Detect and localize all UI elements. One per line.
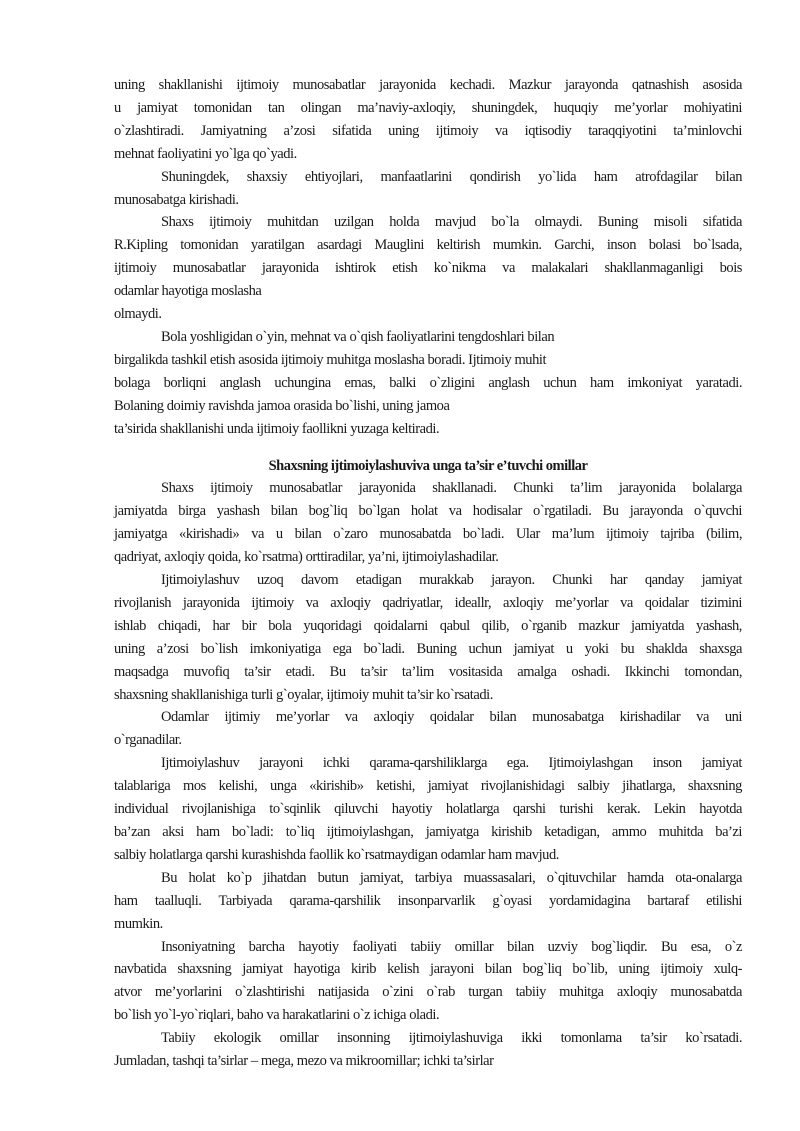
paragraph-start: Ijtimoiylashuv jarayoni ichki qarama-qarshiliklarga ega. Ijtimoiylashgan inson jamiyat [161,755,742,772]
section-gap [114,441,742,455]
text-line: talablariga mos kelishi, unga «kirishib» ketishi, jamiyat rivojlanishidagi salbiy jihatlarga, shaxsning [114,778,742,795]
paragraph-start: Shaxs ijtimoiy munosabatlar jarayonida shakllanadi. Chunki ta’lim jarayonida bolalarga [161,480,742,497]
text-line: bolaga borliqni anglash uchungina emas, balki o`zligini anglash uchun ham imkoniyat yaratadi. [114,374,742,391]
text-line: Bolaning doimiy ravishda jamoa orasida bo`lishi, uning jamoa [114,397,450,414]
section-heading: Shaxsning ijtimoiylashuviva unga ta’sir e’tuvchi omillar [268,457,588,474]
text-line: atvor me’yorlarini o`zlashtirishi natijasida o`zini o`rab turgan tabiiy muhitga axloqiy munosabatda [114,984,742,1001]
paragraph-start: Bu holat ko`p jihatdan butun jamiyat, tarbiya muassasalari, o`qituvchilar hamda ota-onalarga [161,869,742,886]
text-line: ba’zan aksi ham bo`ladi: to`liq ijtimoiylashgan, jamiyatga kirishib ketadigan, ammo muhitda ba’zi [114,824,742,840]
text-line: bo`lish yo`l-yo`riqlari, baho va harakatlarini o`z ichiga oladi. [114,1007,440,1024]
text-line: R.Kipling tomonidan yaratilgan asardagi Mauglini keltirish mumkin. Garchi, inson bolasi bo`lsada, [114,237,742,254]
text-line: ijtimoiy munosabatlar jarayonida ishtirok etish ko`nikma va malakalari shakllanmaganligi bois [114,260,742,277]
text-line: maqsadga muvofiq ta’sir etadi. Bu ta’sir ta’lim vositasida amalga oshadi. Ikkinchi tomondan, [114,663,742,680]
paragraph-start: Tabiiy ekologik omillar insonning ijtimoiylashuviga ikki tomonlama ta’sir ko`rsatadi. [161,1030,742,1047]
text-line: ta’sirida shakllanishi unda ijtimoiy faollikni yuzaga keltiradi. [114,420,440,437]
text-line: birgalikda tashkil etish asosida ijtimoiy muhitga moslasha boradi. Ijtimoiy muhit [114,351,547,368]
text-line: odamlar hayotiga moslasha [114,283,262,300]
paragraph-start: Insoniyatning barcha hayotiy faoliyati tabiiy omillar bilan uzviy bog`liqdir. Bu esa, o`z [161,938,742,955]
paragraph-start: Shaxs ijtimoiy muhitdan uzilgan holda mavjud bo`la olmaydi. Buning misoli sifatida [161,214,742,231]
text-line: ham taalluqli. Tarbiyada qarama-qarshilik insonparvarlik g`oyasi yordamidagina bartaraf etilishi [114,892,742,909]
text-line: ishlab chiqadi, har bir bola yuqoridagi qoidalarni qabul qilib, o`rganib mazkur jamiyatda yashash, [114,617,742,634]
document-page [114,74,742,1073]
text-line: jamiyatga «kirishadi» va u bilan o`zaro munosabatda bo`ladi. Ular ma’lum ijtimoiy tajriba (bilim, [114,526,742,543]
text-line: Jumladan, tashqi ta’sirlar – mega, mezo va mikroomillar; ichki ta’sirlar [114,1053,494,1070]
text-line: uning a’zosi bo`lish imkoniyatiga ega bo`ladi. Buning uchun jamiyat u yoki bu shaklda shaxsga [114,640,742,657]
text-line: munosabatga kirishadi. [114,191,239,208]
paragraph-start: Odamlar ijtimiy me’yorlar va axloqiy qoidalar bilan munosabatga kirishadilar va uni [161,709,742,726]
text-line: salbiy holatlarga qarshi kurashishda faollik ko`rsatmaydigan odamlar ham mavjud. [114,846,559,863]
text-line: olmaydi. [114,306,162,323]
text-line: navbatida shaxsning jamiyat hayotiga kirib kelish jarayoni bilan bog`liq bo`lib, uning ijtimoiy xulq- [114,961,742,978]
paragraph-start: Shuningdek, shaxsiy ehtiyojlari, manfaatlarini qondirish yo`lida ham atrofdagilar bilan [161,168,742,185]
text-line: uning shakllanishi ijtimoiy munosabatlar jarayonida kechadi. Mazkur jarayonda qatnashish asosida [114,77,742,93]
text-line: qadriyat, axloqiy qoida, ko`rsatma) orttiradilar, ya’ni, ijtimoiylashadilar. [114,549,499,566]
text-line: individual rivojlanishiga to`sqinlik qiluvchi hayotiy holatlarga qarshi turishi kerak. Lekin hayotda [114,801,742,818]
text-line: rivojlanish jarayonida ijtimoiy va axloqiy qadriyatlar, ideallr, axloqiy me’yorlar va qoidalar tizimini [114,594,742,611]
text-line: shaxsning shakllanishiga turli g`oyalar, ijtimoiy muhit ta’sir ko`rsatadi. [114,686,493,703]
text-line: mehnat faoliyatini yo`lga qo`yadi. [114,145,297,162]
text-line: jamiyatda birga yashash bilan bog`liq bo`lgan holat va hodisalar o`rgatiladi. Bu jarayonda o`quvchi [114,503,742,520]
paragraph-start: Ijtimoiylashuv uzoq davom etadigan murakkab jarayon. Chunki har qanday jamiyat [161,572,742,589]
text-line: o`zlashtiradi. Jamiyatning a’zosi sifatida uning ijtimoiy va iqtisodiy taraqqiyotini ta’minlovchi [114,122,742,139]
text-line: mumkin. [114,915,163,932]
text-line: o`rganadilar. [114,732,182,749]
paragraph-start: Bola yoshligidan o`yin, mehnat va o`qish faoliyatlarini tengdoshlari bilan [161,328,555,345]
text-line: u jamiyat tomonidan tan olingan ma’naviy-axloqiy, shuningdek, huquqiy me’yorlar mohiyatini [114,99,742,116]
